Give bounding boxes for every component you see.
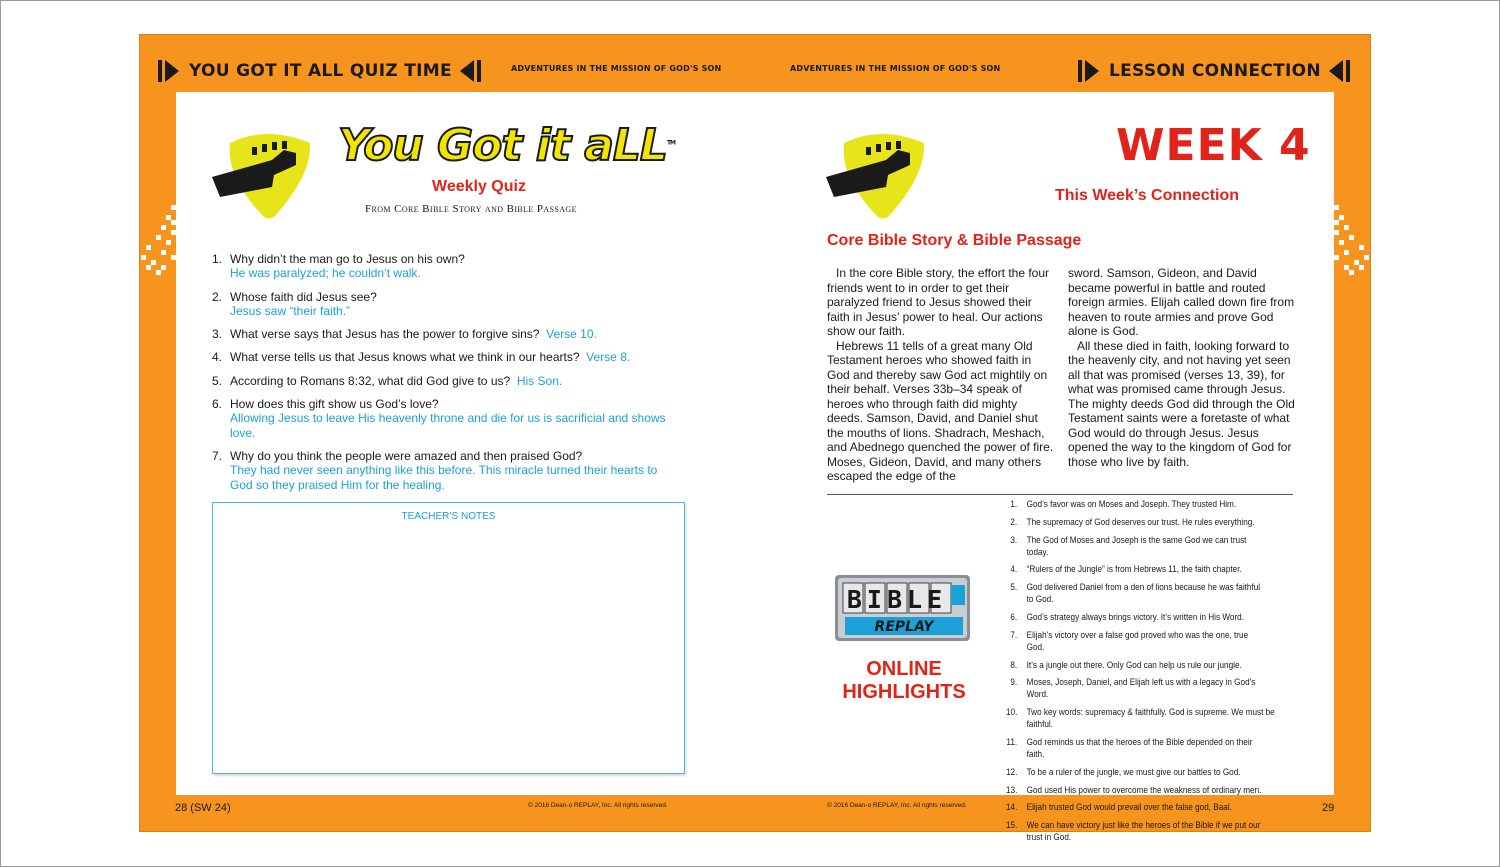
teachers-notes-box[interactable] <box>212 502 685 774</box>
notes-title: TEACHER’S NOTES <box>401 511 496 522</box>
quiz-title: Weekly Quiz <box>432 178 526 195</box>
week-title: WEEK 4 <box>1116 120 1311 171</box>
left-page-number: 28 (SW 24) <box>175 802 231 814</box>
play-right-icon <box>1085 60 1099 82</box>
header-bar-icon <box>1346 60 1350 82</box>
right-page-number: 29 <box>1322 802 1335 814</box>
play-left-icon <box>1329 60 1343 82</box>
divider <box>827 494 1293 495</box>
pixel-decoration-left <box>141 205 171 275</box>
you-got-it-all-logo: You Got it aLL™ <box>338 120 676 171</box>
bible-replay-logo <box>835 575 970 641</box>
list-item: 3. The God of Moses and Joseph is the same God we can trust today. <box>1010 534 1247 558</box>
pixel-decoration-right <box>1334 205 1364 275</box>
left-section-header <box>158 58 481 84</box>
list-item: 4. “Rulers of the Jungle” is from Hebrews 11, the faith chapter. <box>1010 564 1242 576</box>
paragraph: sword. Samson, Gideon, and David became powerful in battle and routed foreign armies. Elijah called down fire from heaven to route armies and prove God alone is God. <box>1068 266 1295 338</box>
list-item: 5. God delivered Daniel from a den of lions because he was faithful to God. <box>1010 582 1261 606</box>
quiz-item: 4. What verse tells us that Jesus knows what we think in our hearts? Verse 8. <box>212 350 631 365</box>
quiz-item: 2. Whose faith did Jesus see? Jesus saw “their faith.” <box>212 289 377 318</box>
quiz-subtitle: From Core Bible Story and Bible Passage <box>365 203 577 215</box>
core-story-title: Core Bible Story & Bible Passage <box>827 232 1082 249</box>
list-item: 7. Elijah’s victory over a false god proved who was the one, true God. <box>1010 629 1249 653</box>
left-series-title: ADVENTURES IN THE MISSION OF GOD'S SON <box>511 64 722 73</box>
quiz-item: 6. How does this gift show us God’s love? Allowing Jesus to leave His heavenly throne and die for us is sacrificial and shows love. <box>212 397 666 440</box>
list-item: 11. God reminds us that the heroes of the Bible depended on their faith. <box>1006 736 1253 760</box>
list-item: 9. Moses, Joseph, Daniel, and Elijah left us with a legacy in God’s Word. <box>1010 677 1256 701</box>
quiz-list <box>212 252 682 501</box>
paragraph: All these died in faith, looking forward to the heavenly city, and not having yet seen all that was promised (verses 13, 39), for what was promised came through Jesus. The mighty deeds God did through the Old Testament saints were a foretaste of what God would do through Jesus. Jesus opened the way to the kingdom of God for those who live by faith. <box>1068 338 1295 469</box>
list-item: 8. It’s a jungle out there. Only God can help us rule our jungle. <box>1010 659 1242 671</box>
right-section-header <box>1078 58 1350 84</box>
right-header-title: LESSON CONNECTION <box>1109 61 1321 81</box>
online-highlights-title: ONLINE HIGHLIGHTS <box>842 658 966 703</box>
quiz-item: 1. Why didn’t the man go to Jesus on his own? He was paralyzed; he couldn’t walk. <box>212 252 465 281</box>
connection-title: This Week’s Connection <box>1055 187 1240 204</box>
right-series-title: ADVENTURES IN THE MISSION OF GOD'S SON <box>790 64 1001 73</box>
quiz-item: 5. According to Romans 8:32, what did God give to us? His Son. <box>212 373 563 388</box>
list-item: 15. We can have victory just like the heroes of the Bible if we put our trust in God. <box>1006 820 1261 844</box>
guitar-pick-icon <box>212 125 322 220</box>
list-item: 12. To be a ruler of the jungle, we must give our battles to God. <box>1006 766 1241 778</box>
play-left-icon <box>460 60 474 82</box>
story-column-2 <box>1068 266 1296 469</box>
play-right-icon <box>165 60 179 82</box>
left-header-title: YOU GOT IT ALL QUIZ TIME <box>189 61 452 81</box>
quiz-item: 7. Why do you think the people were amazed and then praised God? They had never seen anything like this before. This miracle turned their hearts to God so they praised Him for the healing. <box>212 448 658 492</box>
paragraph: In the core Bible story, the effort the four friends went to in order to get their paralyzed friend to Jesus showed their faith in Jesus’ power to heal. Our actions show our faith. <box>827 266 1050 338</box>
quiz-item: 3. What verse says that Jesus has the power to forgive sins? Verse 10. <box>212 327 597 342</box>
header-bar-icon <box>477 60 481 82</box>
story-column-1 <box>827 266 1055 484</box>
header-bar-icon <box>1078 60 1082 82</box>
guitar-pick-icon <box>826 125 936 220</box>
highlights-list <box>1006 499 1275 850</box>
list-item: 1. God’s favor was on Moses and Joseph. They trusted Him. <box>1010 499 1237 510</box>
svg-text:REPLAY: REPLAY <box>874 619 934 635</box>
left-copyright: © 2016 Dean-o REPLAY, Inc. All rights reserved. <box>528 802 668 809</box>
list-item: 2. The supremacy of God deserves our trust. He rules everything. <box>1010 516 1255 528</box>
list-item: 13. God used His power to overcome the weakness of ordinary men. <box>1006 784 1262 796</box>
list-item: 6. God’s strategy always brings victory. It’s written in His Word. <box>1010 611 1244 623</box>
header-bar-icon <box>158 60 162 82</box>
list-item: 10. Two key words: supremacy & faithfully. God is supreme. We must be faithful. <box>1006 707 1275 731</box>
svg-text:BIBLE: BIBLE <box>846 585 948 614</box>
paragraph: Hebrews 11 tells of a great many Old Testament heroes who showed faith in God and thereby saw God act mightily on their behalf. Verses 33b–34 speak of heroes who through faith did mighty deeds. Samson, David, and Daniel shut the mouths of lions. Shadrach, Meshach, and Abednego quenched the power of fire. Moses, Gideon, David, and many others escaped the edge of the <box>827 338 1054 483</box>
right-copyright: © 2016 Dean-o REPLAY, Inc. All rights reserved. <box>827 802 967 809</box>
list-item: 14. Elijah trusted God would prevail over the false god, Baal. <box>1006 802 1232 814</box>
